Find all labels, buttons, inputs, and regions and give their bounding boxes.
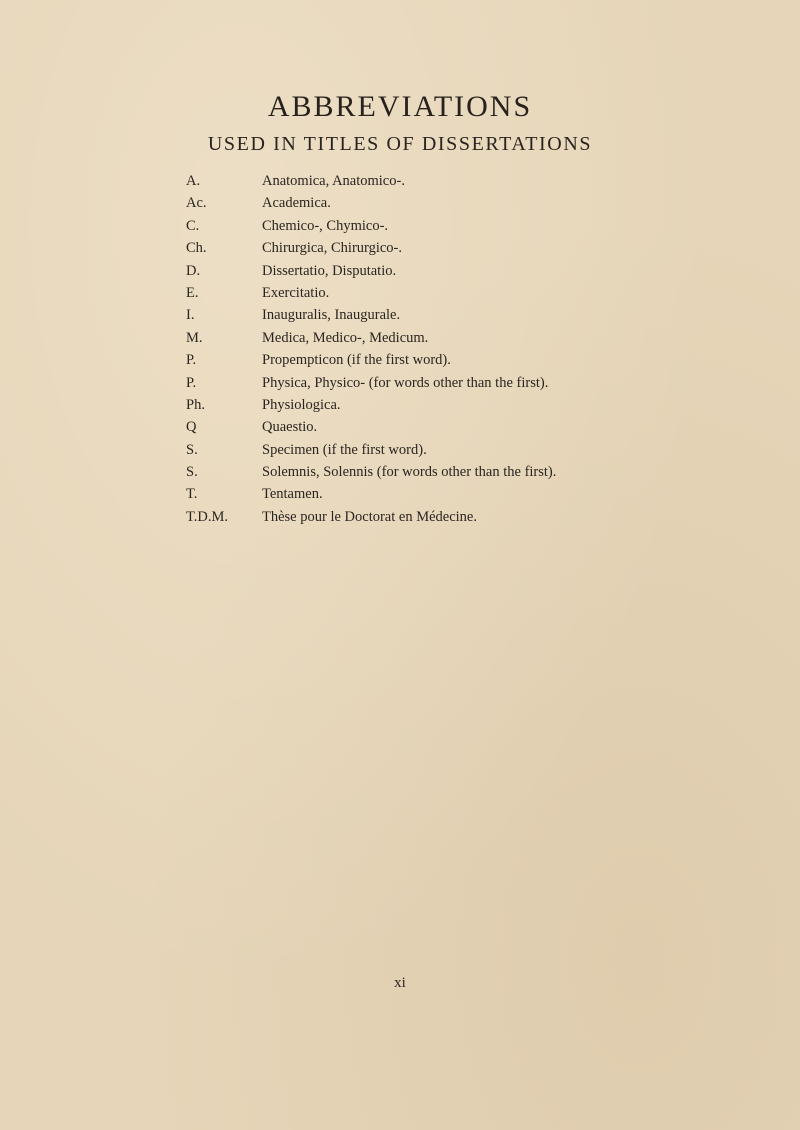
abbreviation-code: E. [186,284,199,301]
abbreviation-meaning: Tentamen. [262,486,323,503]
abbreviation-code: S. [186,441,198,458]
abbreviation-meaning: Anatomica, Anatomico-. [262,173,405,189]
abbreviation-row [186,215,606,237]
abbreviation-row [186,260,606,282]
abbreviation-meaning: Solemnis, Solennis (for words other than the first). [262,464,557,481]
abbreviation-code: M. [186,329,203,346]
abbreviation-meaning: Exercitatio. [262,284,330,301]
abbreviation-code: C. [186,217,200,234]
abbreviation-meaning: Quaestio. [262,419,318,436]
abbreviation-row [186,349,606,371]
page-title: ABBREVIATIONS [267,90,533,123]
abbreviation-meaning: Propempticon (if the first word). [262,352,451,369]
abbreviation-code: D. [186,262,201,279]
abbreviation-meaning: Chirurgica, Chirurgico-. [262,240,403,257]
abbreviation-row [186,439,606,461]
abbreviation-row [186,372,606,394]
abbreviation-meaning: Physiologica. [262,396,341,413]
abbreviation-meaning: Academica. [262,195,331,212]
abbreviation-row [186,506,606,528]
abbreviation-row [186,282,606,304]
abbreviation-meaning: Specimen (if the first word). [262,441,427,458]
abbreviation-row [186,192,606,214]
abbreviation-meaning: Medica, Medico-, Medicum. [262,329,429,346]
page-subtitle: USED IN TITLES OF DISSERTATIONS [207,133,593,155]
abbreviation-row [186,461,606,483]
abbreviation-code: P. [186,352,197,369]
abbreviation-code: Ch. [186,240,207,257]
abbreviation-row [186,327,606,349]
abbreviation-code: P. [186,374,197,391]
abbreviation-row [186,483,606,505]
abbreviation-code: Ac. [186,195,207,212]
abbreviation-code: I. [186,307,195,324]
abbreviation-code: S. [186,464,198,481]
abbreviation-list [186,170,606,528]
abbreviation-code: Q [186,419,197,436]
abbreviation-code: T.D.M. [186,508,229,525]
abbreviation-row [186,237,606,259]
abbreviation-meaning: Physica, Physico- (for words other than the first). [262,374,549,391]
abbreviation-meaning: Dissertatio, Disputatio. [262,262,397,279]
abbreviation-row [186,394,606,416]
abbreviation-meaning: Thèse pour le Doctorat en Médecine. [262,508,477,525]
abbreviation-code: A. [186,173,201,189]
abbreviation-code: Ph. [186,396,205,413]
abbreviation-row [186,170,606,192]
abbreviation-meaning: Chemico-, Chymico-. [262,217,389,234]
abbreviation-row [186,416,606,438]
abbreviation-code: T. [186,486,198,503]
abbreviation-meaning: Inauguralis, Inaugurale. [262,307,401,324]
abbreviation-row [186,304,606,326]
page-number: xi [394,975,406,991]
